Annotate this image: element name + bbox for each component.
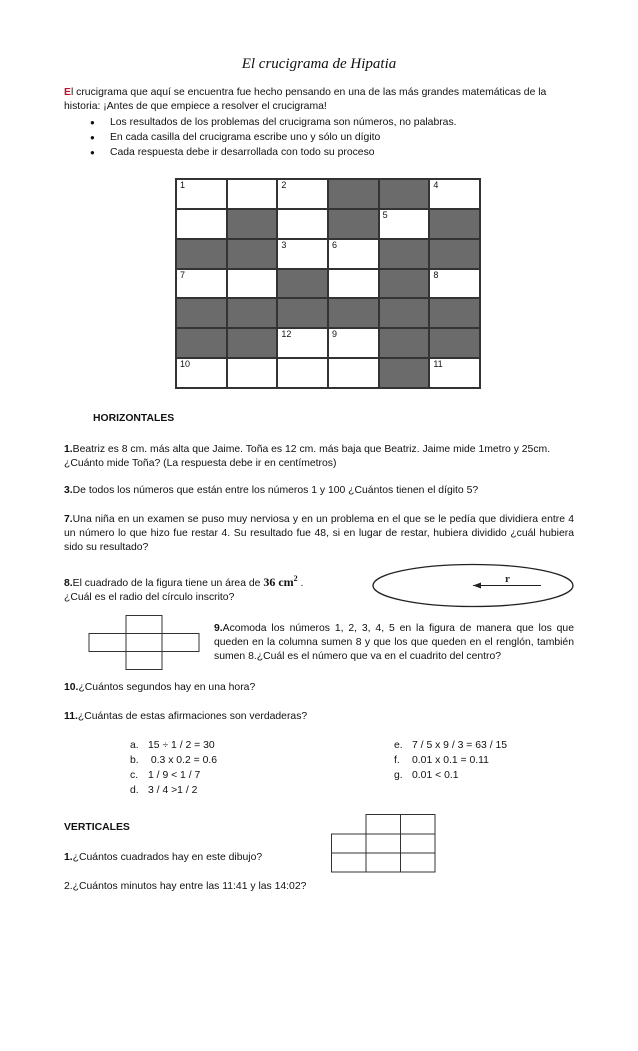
list-item bbox=[130, 768, 217, 783]
crossword-black-cell bbox=[277, 298, 328, 328]
crossword-black-cell bbox=[227, 239, 278, 269]
clue-v2: 2.¿Cuántos minutos hay entre las 11:41 y las 14:02? bbox=[64, 881, 307, 892]
clue-number: 1. bbox=[64, 852, 73, 863]
crossword-cell[interactable] bbox=[277, 209, 328, 239]
crossword-black-cell bbox=[429, 239, 480, 269]
area-value: 36 cm bbox=[263, 575, 294, 589]
clue-text: Beatriz es 8 cm. más alta que Jaime. Toña es 12 cm. más baja que Beatriz. Jaime mide 1metro y 25cm. ¿Cuánto mide Toña? (La respuesta debe ir en centímetros) bbox=[64, 444, 551, 469]
crossword-black-cell bbox=[328, 298, 379, 328]
crossword-cell[interactable] bbox=[429, 358, 480, 388]
crossword-cell[interactable] bbox=[328, 328, 379, 358]
list-item bbox=[394, 768, 507, 783]
clue-h7 bbox=[64, 513, 574, 555]
item-text: 3 / 4 >1 / 2 bbox=[148, 785, 198, 796]
cell-number: 7 bbox=[180, 269, 186, 280]
crossword-cell[interactable] bbox=[328, 358, 379, 388]
cell-number: 6 bbox=[332, 239, 338, 250]
clue-h9 bbox=[214, 622, 574, 664]
clue-h8 bbox=[64, 572, 364, 605]
verticales-heading: VERTICALES bbox=[64, 822, 130, 833]
item-letter: e. bbox=[394, 740, 403, 751]
item-text: 7 / 5 x 9 / 3 = 63 / 15 bbox=[412, 740, 508, 751]
crossword-black-cell bbox=[176, 298, 227, 328]
instruction-list bbox=[90, 115, 570, 160]
crossword-black-cell bbox=[429, 328, 480, 358]
cell-number: 1 bbox=[180, 180, 186, 190]
list-item bbox=[130, 783, 217, 798]
clue-v1 bbox=[64, 851, 324, 865]
clue-text-question: ¿Cuál es el radio del círculo inscrito? bbox=[64, 592, 235, 603]
cell-number: 5 bbox=[382, 209, 388, 220]
squares-figure bbox=[331, 814, 436, 873]
clue-number: 7. bbox=[64, 514, 73, 525]
item-text: 0.3 x 0.2 = 0.6 bbox=[148, 755, 218, 766]
crossword-black-cell bbox=[379, 328, 430, 358]
clue-h1 bbox=[64, 443, 574, 471]
item-text: 0.01 < 0.1 bbox=[412, 770, 459, 781]
crossword-cell[interactable] bbox=[277, 328, 328, 358]
crossword-cell[interactable] bbox=[176, 269, 227, 299]
crossword-black-cell bbox=[176, 328, 227, 358]
item-letter: b. bbox=[130, 755, 139, 766]
crossword-black-cell bbox=[429, 209, 480, 239]
clue-text: ¿Cuántas de estas afirmaciones son verdaderas? bbox=[77, 711, 308, 722]
crossword-cell[interactable] bbox=[328, 239, 379, 269]
crossword-cell[interactable] bbox=[227, 269, 278, 299]
clue-h3 bbox=[64, 484, 574, 498]
clue-text-end: . bbox=[297, 578, 304, 589]
clue-text: ¿Cuántos cuadrados hay en este dibujo? bbox=[72, 852, 263, 863]
crossword-cell[interactable] bbox=[328, 269, 379, 299]
crossword-cell[interactable] bbox=[176, 209, 227, 239]
page-title: El crucigrama de Hipatia bbox=[241, 56, 397, 72]
instruction-item: ● Los resultados de los problemas del crucigrama son números, no palabras. bbox=[90, 115, 570, 130]
clue-number: 11. bbox=[64, 711, 78, 722]
instruction-item: ● Cada respuesta debe ir desarrollada con todo su proceso bbox=[90, 145, 570, 160]
crossword-black-cell bbox=[379, 179, 430, 209]
clue-number: 3. bbox=[64, 485, 73, 496]
crossword-black-cell bbox=[227, 209, 278, 239]
crossword-cell[interactable] bbox=[277, 179, 328, 209]
item-text: 1 / 9 < 1 / 7 bbox=[148, 770, 201, 781]
clue-text: ¿Cuántos segundos hay en una hora? bbox=[78, 682, 256, 693]
crossword-black-cell bbox=[328, 209, 379, 239]
crossword-black-cell bbox=[379, 239, 430, 269]
horizontales-heading: HORIZONTALES bbox=[93, 413, 175, 424]
intro-drop-letter: E bbox=[64, 87, 71, 98]
crossword-cell[interactable] bbox=[227, 358, 278, 388]
crossword-black-cell bbox=[379, 298, 430, 328]
clue-number: 10. bbox=[64, 682, 79, 693]
item-letter: f. bbox=[394, 755, 400, 766]
crossword-cell[interactable] bbox=[429, 269, 480, 299]
clue-h11 bbox=[64, 710, 574, 724]
list-item bbox=[394, 738, 507, 753]
crossword-cell[interactable] bbox=[176, 179, 227, 209]
cell-number: 12 bbox=[281, 329, 292, 340]
item-text: 0.01 x 0.1 = 0.11 bbox=[412, 755, 489, 766]
list-item bbox=[130, 738, 217, 753]
crossword-cell[interactable] bbox=[176, 358, 227, 388]
clue-number: 8. bbox=[64, 578, 73, 589]
cell-number: 10 bbox=[180, 359, 191, 370]
crossword-black-cell bbox=[176, 239, 227, 269]
intro-paragraph bbox=[64, 86, 574, 114]
clue-number: 9. bbox=[214, 623, 223, 634]
item-letter: g. bbox=[394, 770, 403, 781]
cell-number: 11 bbox=[433, 359, 443, 370]
item-text: 15 ÷ 1 / 2 = 30 bbox=[148, 740, 215, 751]
cell-number: 8 bbox=[433, 269, 439, 280]
crossword-cell[interactable] bbox=[379, 209, 430, 239]
clue-text: De todos los números que están entre los números 1 y 100 ¿Cuántos tienen el dígito 5? bbox=[72, 485, 479, 496]
clue-text: Una niña en un examen se puso muy nerviosa y en un problema en el que se le pedía que dividiera entre 4 un número lo que hizo fue restar 4. Su resultado fue 48, si en lugar de restar, hubiera dividido ¿cuál hubiera sido su resultado? bbox=[64, 514, 574, 553]
item-letter: c. bbox=[130, 770, 139, 781]
crossword-black-cell bbox=[379, 358, 430, 388]
circle-in-square-figure bbox=[371, 563, 575, 608]
affirmations-left bbox=[130, 738, 217, 798]
crossword-cell[interactable] bbox=[429, 179, 480, 209]
crossword-black-cell bbox=[227, 328, 278, 358]
crossword-black-cell bbox=[379, 269, 430, 299]
item-letter: d. bbox=[130, 785, 139, 796]
crossword-black-cell bbox=[429, 298, 480, 328]
area-exponent: 2 bbox=[293, 574, 298, 583]
cell-number: 9 bbox=[332, 329, 338, 340]
affirmations-right bbox=[394, 738, 507, 783]
item-letter: a. bbox=[130, 740, 139, 751]
instruction-item: ● En cada casilla del crucigrama escribe uno y sólo un dígito bbox=[90, 130, 570, 145]
crossword-cell[interactable] bbox=[277, 358, 328, 388]
cross-figure bbox=[88, 615, 200, 670]
intro-text: l crucigrama que aquí se encuentra fue hecho pensando en una de las más grandes matemáticas de la historia: ¡Antes de que empiece a resolver el crucigrama! bbox=[64, 87, 547, 112]
crossword-cell[interactable] bbox=[277, 239, 328, 269]
list-item bbox=[130, 753, 217, 768]
radius-label: r bbox=[505, 573, 510, 585]
cell-number: 3 bbox=[281, 239, 287, 250]
clue-number: 1. bbox=[64, 444, 73, 455]
crossword-black-cell bbox=[328, 179, 379, 209]
radius-arrow-icon bbox=[473, 583, 481, 589]
cell-number: 4 bbox=[433, 180, 439, 190]
list-item bbox=[394, 753, 507, 768]
clue-text: El cuadrado de la figura tiene un área de bbox=[72, 578, 264, 589]
crossword-black-cell bbox=[277, 269, 328, 299]
cell-number: 2 bbox=[281, 180, 287, 190]
crossword-grid bbox=[175, 178, 481, 389]
crossword-cell[interactable] bbox=[227, 179, 278, 209]
clue-text: Acomoda los números 1, 2, 3, 4, 5 en la figura de manera que los que queden en la columna sumen 8 y que los que queden en el renglón, también sumen 8.¿Cuál es el número que va en el cuadrito del centro? bbox=[214, 623, 574, 662]
clue-h10 bbox=[64, 681, 574, 695]
crossword-black-cell bbox=[227, 298, 278, 328]
